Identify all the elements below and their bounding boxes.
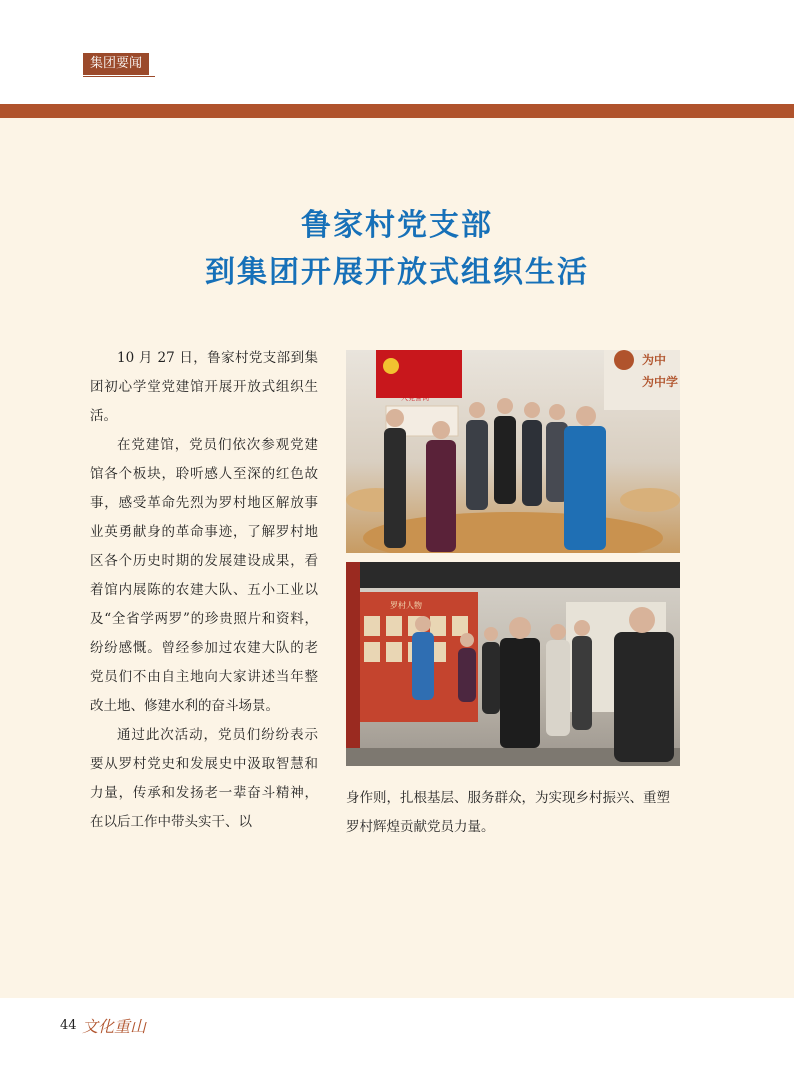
paragraph-1: 10 月 27 日，鲁家村党支部到集团初心学堂党建馆开展开放式组织生活。	[90, 350, 318, 424]
photo-party-hall-group	[346, 350, 680, 553]
paragraph-3: 通过此次活动，党员们纷纷表示要从罗村党史和发展史中汲取智慧和力量，传承和发扬老一辈奋斗精神，在以后工作中带头实干、以	[90, 727, 318, 830]
header-bar	[0, 104, 794, 118]
top-margin	[0, 0, 794, 104]
wall-slogan-2: 为中学	[642, 375, 679, 389]
page-number: 44	[60, 1018, 77, 1033]
paragraph-2: 在党建馆，党员们依次参观党建馆各个板块，聆听感人至深的红色故事，感受革命先烈为罗村地区解放事业英勇献身的革命事迹，了解罗村地区各个历史时期的发展建设成果，看着馆内展陈的农建大队、五小工业以及“全省学两罗”的珍贵照片和资料，纷纷感慨。曾经参加过农建大队的老党员们不由自主地向大家讲述当年整改土地、修建水利的奋斗场景。	[90, 437, 318, 714]
section-tag: 集团要闻	[83, 53, 149, 75]
wall-slogan-1: 为中	[642, 353, 667, 367]
section-tag-rule	[83, 76, 155, 77]
photo-exhibition-tour	[346, 562, 680, 766]
magazine-logo: 文化重山	[82, 1017, 147, 1036]
article-title-line2: 到集团开展开放式组织生活	[205, 255, 589, 290]
oath-wall-text: 入党誓词	[401, 394, 429, 402]
article-continuation: 身作则，扎根基层、服务群众，为实现乡村振兴、重塑罗村辉煌贡献党员力量。	[346, 790, 670, 835]
article-title-line1: 鲁家村党支部	[301, 208, 493, 243]
exhibit-board-title: 罗村人物	[390, 601, 422, 610]
article-body	[90, 344, 318, 837]
footer	[0, 998, 794, 1077]
